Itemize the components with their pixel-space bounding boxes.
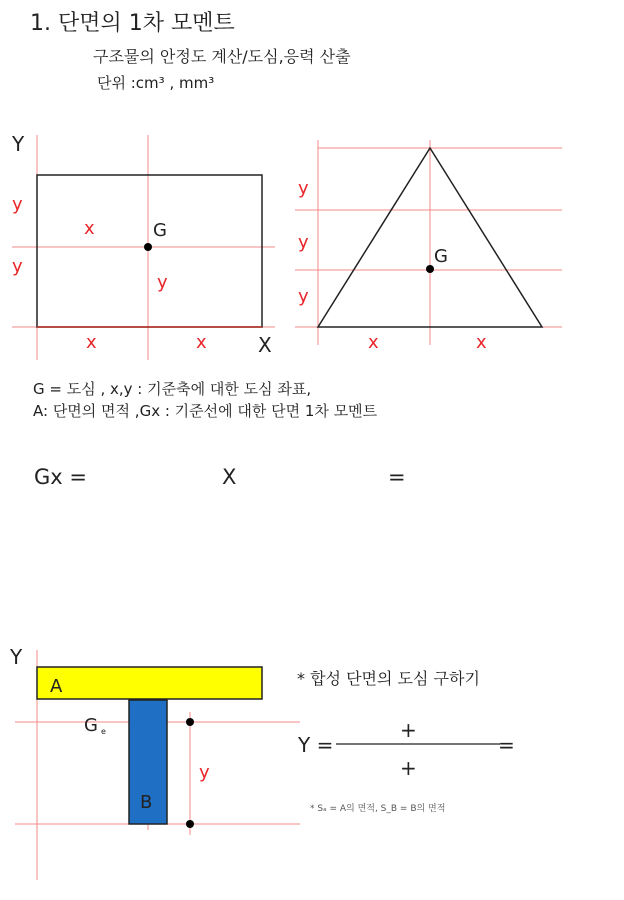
denominator-plus: + xyxy=(400,756,417,780)
composite-equation xyxy=(297,718,515,780)
tsec-label-y: y xyxy=(199,762,210,783)
tri-label-y-1: y xyxy=(298,178,309,199)
tsec-centroid-subscript: e xyxy=(101,727,106,736)
units-text: 단위 :cm³ , mm³ xyxy=(97,74,215,92)
numerator-plus: + xyxy=(400,718,417,742)
tri-centroid-dot xyxy=(426,265,434,273)
rect-label-x-left: x xyxy=(86,332,97,353)
tri-label-x-right: x xyxy=(476,332,487,353)
legend-line-2: A: 단면의 면적 ,Gx : 기준선에 대한 단면 1차 모멘트 xyxy=(33,402,378,420)
composite-note: * 합성 단면의 도심 구하기 xyxy=(297,669,480,688)
rect-label-y-mid: y xyxy=(157,272,168,293)
tsec-dim-dot-bottom xyxy=(186,820,194,828)
rect-centroid-label: G xyxy=(153,220,167,241)
composite-footnote: * Sₐ = A의 면적, S_B = B의 면적 xyxy=(310,804,446,814)
tri-label-y-2: y xyxy=(298,232,309,253)
tri-label-y-3: y xyxy=(298,286,309,307)
composite-lhs: Y = xyxy=(298,733,334,757)
equation-gx-lhs: Gx = xyxy=(34,465,87,489)
rect-label-y-top: y xyxy=(12,194,23,215)
tsec-axis-y: Y xyxy=(10,645,23,669)
figure-rectangle xyxy=(11,132,275,360)
rect-shape xyxy=(37,175,262,327)
figure-triangle xyxy=(295,140,562,353)
rect-label-x-right: x xyxy=(196,332,207,353)
figure-tsection xyxy=(9,645,300,880)
tri-label-x-left: x xyxy=(368,332,379,353)
page-subtitle: 구조물의 안정도 계산/도심,응력 산출 xyxy=(93,47,351,66)
equation-gx-times: X xyxy=(222,465,237,489)
rect-centroid-dot xyxy=(144,243,152,251)
rect-label-x-mid: x xyxy=(84,218,95,239)
tsec-centroid-label: G xyxy=(84,715,98,736)
composite-rhs: = xyxy=(498,733,515,757)
rect-axis-x: X xyxy=(258,333,272,357)
tsec-label-a: A xyxy=(50,676,63,697)
tsec-dim-dot-top xyxy=(186,718,194,726)
rect-axis-y: Y xyxy=(12,132,25,156)
tri-centroid-label: G xyxy=(434,246,448,267)
rect-label-y-bottom: y xyxy=(12,256,23,277)
equation-gx-equals: = xyxy=(388,465,406,489)
page-title: 1. 단면의 1차 모멘트 xyxy=(30,11,235,36)
tsec-label-b: B xyxy=(140,792,153,813)
flange-rect xyxy=(37,667,262,699)
legend-line-1: G = 도심 , x,y : 기준축에 대한 도심 좌표, xyxy=(33,380,312,398)
